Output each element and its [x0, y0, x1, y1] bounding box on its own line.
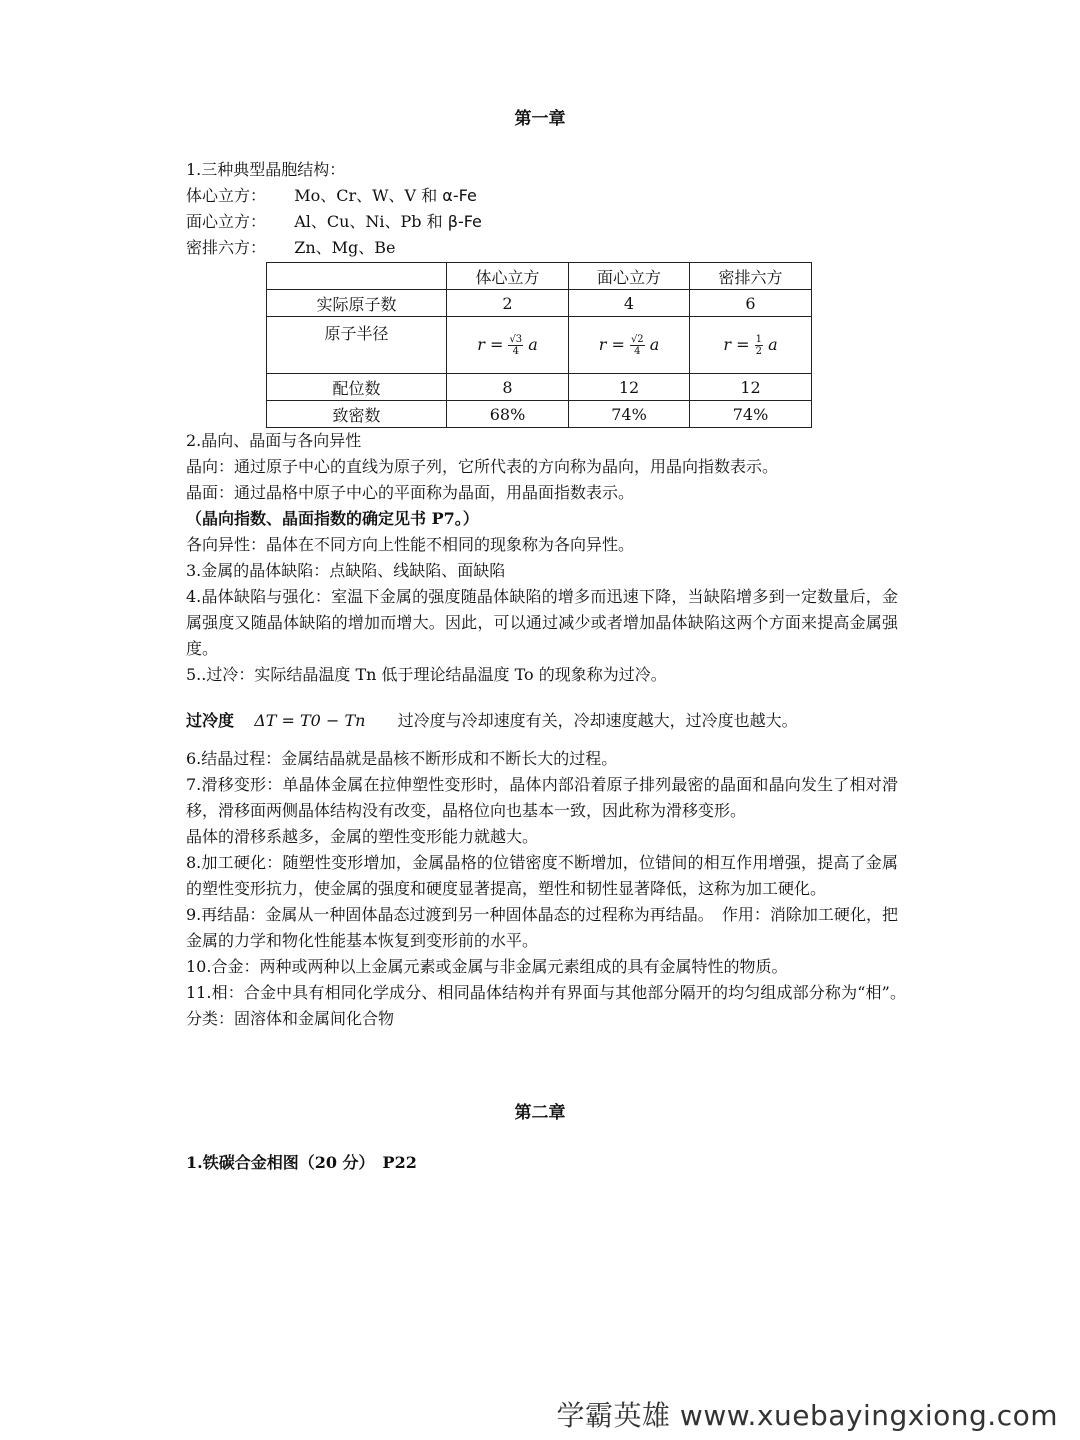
row-label-atoms: 实际原子数 [267, 290, 447, 317]
s9-recrystallization: 9.再结晶：金属从一种固体晶态过渡到另一种固体晶态的过程称为再结晶。 作用：消除加工硬化，把金属的力学和物化性能基本恢复到变形前的水平。 [186, 905, 898, 950]
crystal-structure-table [266, 262, 812, 428]
table-row [267, 290, 812, 317]
table-header-row [267, 263, 812, 290]
cell-coord-hcp: 12 [690, 374, 812, 401]
s6-crystallization: 6.结晶过程：金属结晶就是晶核不断形成和不断长大的过程。 [186, 749, 618, 768]
cell-radius-hcp: r = $\frac{1}{2}$ a [690, 317, 812, 374]
cell-atoms-bcc: 2 [447, 290, 569, 317]
supercooling-formula-line [186, 708, 798, 734]
cell-atoms-fcc: 4 [569, 290, 690, 317]
row-label-density: 致密数 [267, 401, 447, 428]
s2-direction: 晶向：通过原子中心的直线为原子列，它所代表的方向称为晶向，用晶向指数表示。 [186, 457, 779, 476]
cell-density-bcc: 68% [447, 401, 569, 428]
cell-radius-bcc: r = $\frac{√3}{4}$ a [447, 317, 569, 374]
chapter2-s1 [186, 1150, 898, 1176]
s2-plane: 晶面：通过晶格中原子中心的平面称为晶面，用晶面指数表示。 [186, 483, 635, 502]
s5-label: 过冷度 [186, 711, 235, 730]
cell-radius-fcc: r = $\frac{√2}{4}$ a [569, 317, 690, 374]
table-row [267, 317, 812, 374]
fcc-line [186, 209, 898, 235]
s8-work-hardening: 8.加工硬化：随塑性变形增加，金属晶格的位错密度不断增加，位错间的相互作用增强，提高了金属的塑性变形抗力，使金属的强度和硬度显著提高，塑性和韧性显著降低，这称为加工硬化。 [186, 853, 898, 898]
chapter1-body-b [186, 746, 931, 1032]
s5-description: 过冷度与冷却速度有关，冷却速度越大，过冷度也越大。 [397, 711, 798, 730]
cell-density-hcp: 74% [690, 401, 812, 428]
fcc-label: 面心立方： [186, 212, 267, 231]
bcc-metals: Mo、Cr、W、V 和 [294, 186, 438, 205]
hcp-line [186, 235, 898, 261]
cell-atoms-hcp: 6 [690, 290, 812, 317]
s4-defect-strengthening: 4.晶体缺陷与强化：室温下金属的强度随晶体缺陷的增多而迅速下降，当缺陷增多到一定数量后，金属强度又随晶体缺陷的增加而增大。因此，可以通过减少或者增加晶体缺陷这两个方面来提高金属强度。 [186, 587, 898, 658]
s3-defects: 3.金属的晶体缺陷：点缺陷、线缺陷、面缺陷 [186, 561, 506, 580]
s1-heading: 1.三种典型晶胞结构： [186, 160, 346, 179]
row-label-radius: 原子半径 [267, 317, 447, 374]
s11-phase: 11.相：合金中具有相同化学成分、相同晶体结构并有界面与其他部分隔开的均匀组成部分称为“相”。 分类：固溶体和金属间化合物 [186, 983, 931, 1028]
table-header-fcc: 面心立方 [569, 263, 690, 290]
chapter2-title: 第二章 [514, 1103, 566, 1123]
table-header-hcp: 密排六方 [690, 263, 812, 290]
table-header-empty [267, 263, 447, 290]
fcc-fe: β-Fe [447, 212, 482, 231]
s2-note: （晶向指数、晶面指数的确定见书 P7。） [186, 509, 479, 528]
bcc-fe: α-Fe [442, 186, 477, 205]
cell-density-fcc: 74% [569, 401, 690, 428]
fcc-metals: Al、Cu、Ni、Pb 和 [294, 212, 443, 231]
table-row [267, 374, 812, 401]
table-header-bcc: 体心立方 [447, 263, 569, 290]
s7-slip-systems: 晶体的滑移系越多，金属的塑性变形能力就越大。 [186, 827, 539, 846]
s5-formula: ΔT = T0 − Tn [254, 711, 366, 730]
s2-anisotropy: 各向异性：晶体在不同方向上性能不相同的现象称为各向异性。 [186, 535, 635, 554]
bcc-line [186, 183, 898, 209]
site-watermark: 学霸英雄 www.xuebayingxiong.com [556, 1399, 1058, 1432]
s7-slip: 7.滑移变形：单晶体金属在拉伸塑性变形时，晶体内部沿着原子排列最密的晶面和晶向发生了相对滑移，滑移面两侧晶体结构没有改变，晶格位向也基本一致，因此称为滑移变形。 [186, 775, 898, 820]
cell-coord-fcc: 12 [569, 374, 690, 401]
chapter1-title: 第一章 [514, 109, 566, 129]
table-row [267, 401, 812, 428]
chapter1-body-a [186, 428, 898, 688]
row-label-coordination: 配位数 [267, 374, 447, 401]
s5-supercooling: 5..过冷：实际结晶温度 Tn 低于理论结晶温度 To 的现象称为过冷。 [186, 665, 667, 684]
cell-coord-bcc: 8 [447, 374, 569, 401]
chapter1-intro [186, 157, 898, 261]
hcp-metals: Zn、Mg、Be [294, 238, 396, 257]
bcc-label: 体心立方： [186, 186, 267, 205]
s10-alloy: 10.合金：两种或两种以上金属元素或金属与非金属元素组成的具有金属特性的物质。 [186, 957, 788, 976]
s1-iron-carbon-diagram: 1.铁碳合金相图（20 分） P22 [186, 1153, 417, 1172]
s2-heading: 2.晶向、晶面与各向异性 [186, 431, 362, 450]
hcp-label: 密排六方： [186, 238, 267, 257]
